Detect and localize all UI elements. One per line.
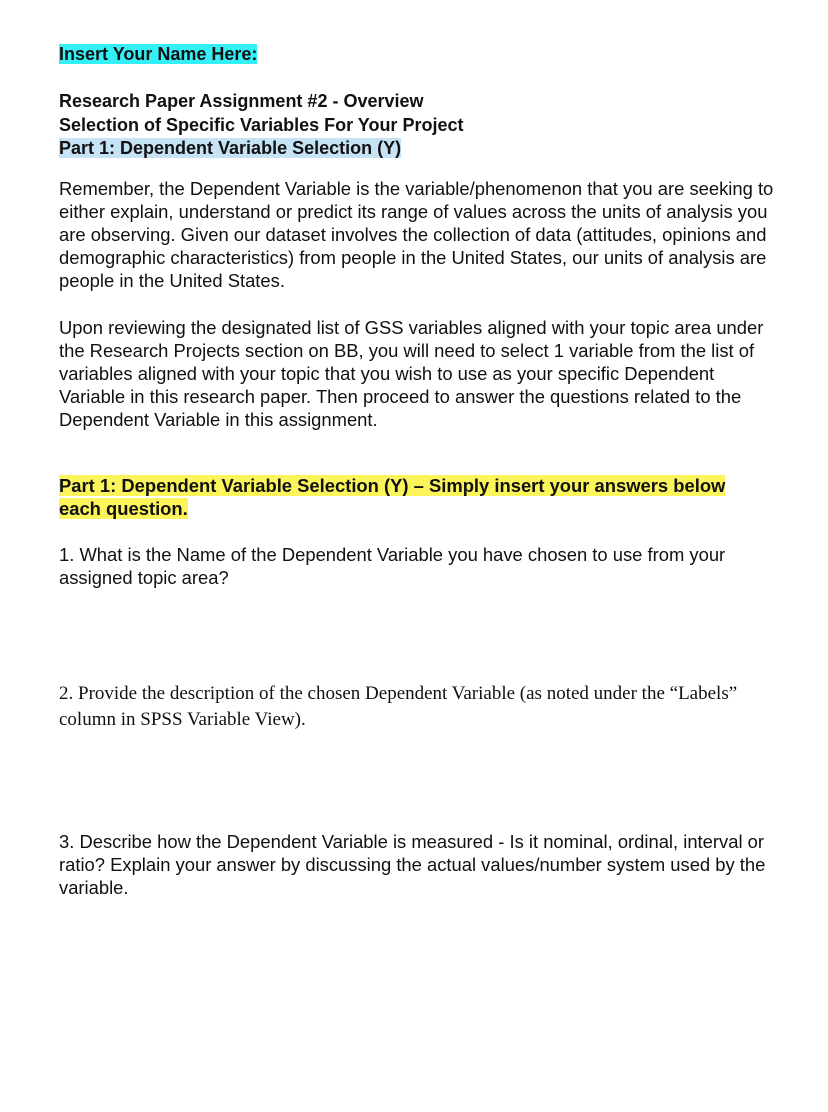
question-1: 1. What is the Name of the Dependent Variable you have chosen to use from your assigned topic area? bbox=[59, 544, 726, 588]
name-prompt[interactable]: Insert Your Name Here: bbox=[59, 44, 258, 64]
section-heading: Part 1: Dependent Variable Selection (Y) – Simply insert your answers below each question. bbox=[59, 475, 726, 519]
section-heading-wrap bbox=[59, 474, 759, 520]
question-3: 3. Describe how the Dependent Variable is measured - Is it nominal, ordinal, interval or ratio? Explain your answer by discussing the actual values/number system used by the variable. bbox=[59, 831, 766, 898]
title-line-2: Selection of Specific Variables For Your Project bbox=[59, 115, 464, 135]
question-2: 2. Provide the description of the chosen Dependent Variable (as noted under the “Labels” column in SPSS Variable View). bbox=[59, 683, 738, 730]
name-prompt-line bbox=[59, 43, 257, 65]
title-line-3: Part 1: Dependent Variable Selection (Y) bbox=[59, 138, 402, 158]
title-line-1: Research Paper Assignment #2 - Overview bbox=[59, 91, 424, 111]
title-line-3-wrap bbox=[59, 137, 401, 159]
intro-paragraph-1: Remember, the Dependent Variable is the variable/phenomenon that you are seeking to either explain, understand or predict its range of values across the units of analysis you are observing. Given our dataset involves the collection of data (attitudes, opinions and demographic characteristics) from people in the United States, our units of analysis are people in the United States. bbox=[59, 178, 774, 291]
intro-paragraph-2: Upon reviewing the designated list of GSS variables aligned with your topic area under the Research Projects section on BB, you will need to select 1 variable from the list of variables aligned with your topic that you wish to use as your specific Dependent Variable in this research paper. Then proceed to answer the questions related to the Dependent Variable in this assignment. bbox=[59, 317, 764, 430]
